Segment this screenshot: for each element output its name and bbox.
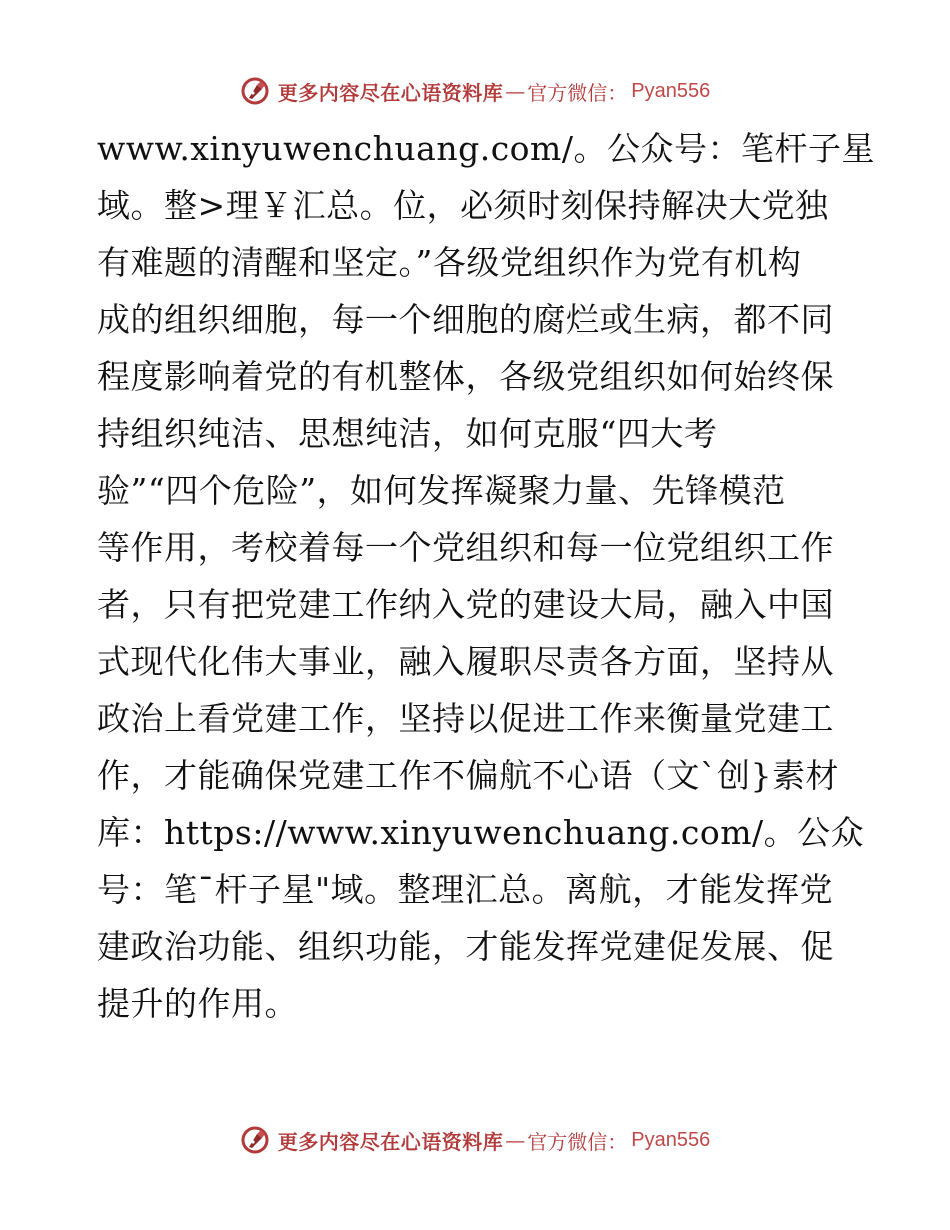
text-line: 号：笔¯杆子星"域。整理汇总。离航，才能发挥党 — [97, 870, 834, 909]
wechat-id: Pyan556 — [631, 79, 711, 102]
text-line: 政治上看党建工作，坚持以促进工作来衡量党建工 — [97, 699, 834, 738]
text-line: 作，才能确保党建工作不偏航不心语（文`创}素材 — [97, 756, 839, 795]
wechat-id: Pyan556 — [631, 1128, 711, 1151]
text-line: 持组织纯洁、思想纯洁，如何克服“四大考 — [97, 414, 718, 453]
text-line: www.xinyuwenchuang.com/。公众号：笔杆子星 — [97, 129, 875, 168]
pen-nib-circle-icon — [240, 1125, 270, 1155]
text-line: 程度影响着党的有机整体，各级党组织如何始终保 — [97, 357, 834, 396]
text-line: 域。整>理￥汇总。位，必须时刻保持解决大党独 — [97, 186, 829, 225]
separator: — — [505, 1128, 526, 1152]
text-line: 等作用，考校着每一个党组织和每一位党组织工作 — [97, 528, 834, 567]
promo-text: 更多内容尽在心语资料库 — [277, 80, 504, 105]
separator: — — [505, 79, 526, 103]
text-line: 提升的作用。 — [97, 984, 298, 1023]
document-body — [97, 120, 875, 1032]
text-line: 有难题的清醒和坚定。”各级党组织作为党有机构 — [97, 243, 802, 282]
wechat-label: 官方微信： — [527, 1129, 628, 1154]
promo-text: 更多内容尽在心语资料库 — [277, 1129, 504, 1154]
wechat-label: 官方微信： — [527, 80, 628, 105]
text-line: 式现代化伟大事业，融入履职尽责各方面，坚持从 — [97, 642, 834, 681]
text-line: 者，只有把党建工作纳入党的建设大局，融入中国 — [97, 585, 834, 624]
pen-nib-circle-icon — [240, 76, 270, 106]
footer-banner — [0, 1120, 950, 1160]
text-line: 库：https://www.xinyuwenchuang.com/。公众 — [97, 813, 865, 852]
text-line: 成的组织细胞，每一个细胞的腐烂或生病，都不同 — [97, 300, 834, 339]
header-banner — [0, 71, 950, 111]
text-line: 验”“四个危险”，如何发挥凝聚力量、先锋模范 — [97, 471, 786, 510]
text-line: 建政治功能、组织功能，才能发挥党建促发展、促 — [97, 927, 834, 966]
